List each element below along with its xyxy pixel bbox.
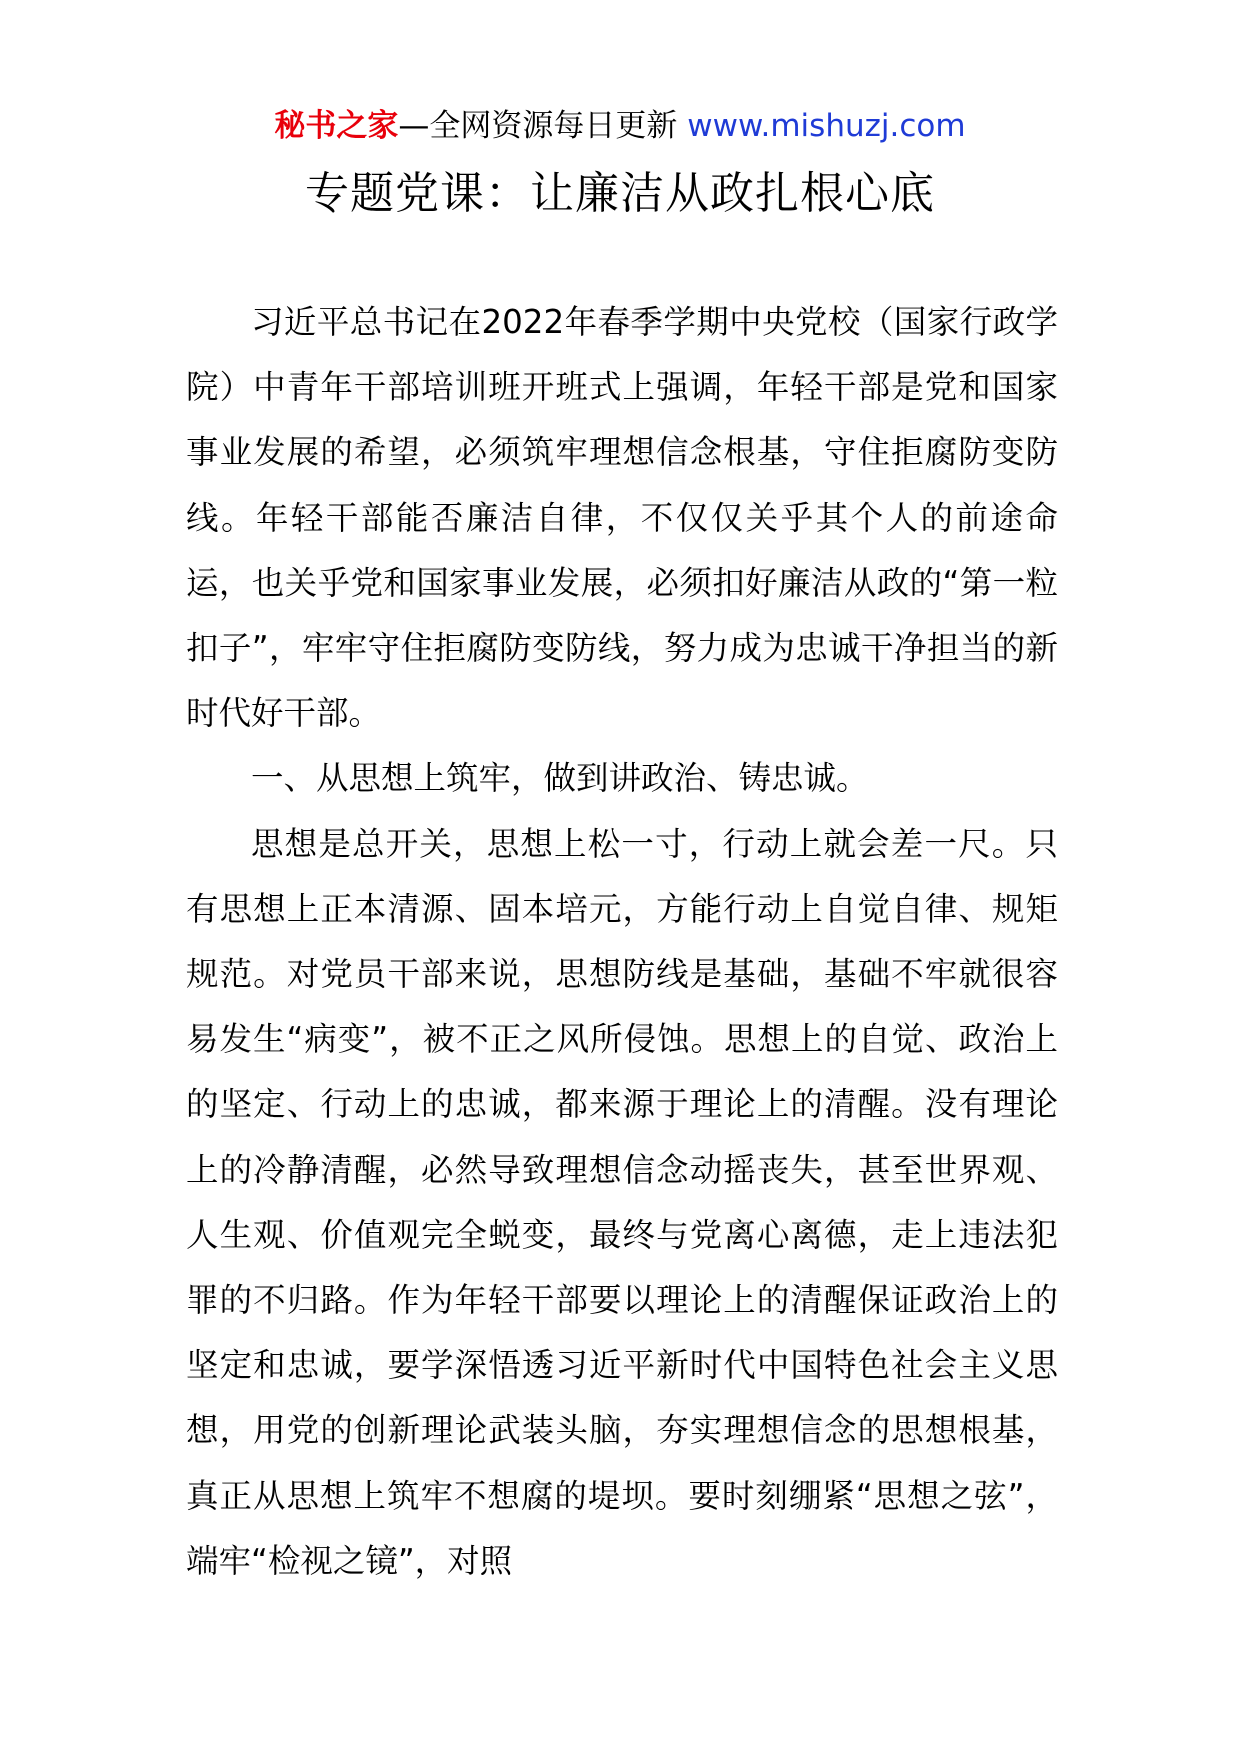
header-slogan: —全网资源每日更新 [398,108,688,144]
document-body [186,290,1058,1594]
site-header [0,106,1240,146]
document-title: 专题党课：让廉洁从政扎根心底 [305,168,935,219]
section-1-paragraph: 思想是总开关，思想上松一寸，行动上就会差一尺。只有思想上正本清源、固本培元，方能行动上自觉自律、规矩规范。对党员干部来说，思想防线是基础，基础不牢就很容易发生“病变”，被不正之风所侵蚀。思想上的自觉、政治上的坚定、行动上的忠诚，都来源于理论上的清醒。没有理论上的冷静清醒，必然导致理想信念动摇丧失，甚至世界观、人生观、价值观完全蜕变，最终与党离心离德，走上违法犯罪的不归路。作为年轻干部要以理论上的清醒保证政治上的坚定和忠诚，要学深悟透习近平新时代中国特色社会主义思想，用党的创新理论武装头脑，夯实理想信念的思想根基，真正从思想上筑牢不想腐的堤坝。要时刻绷紧“思想之弦”，端牢“检视之镜”，对照 [186,824,1058,1580]
brand-name: 秘书之家 [274,108,399,144]
website-link[interactable]: www.mishuzj.com [687,108,966,144]
intro-paragraph: 习近平总书记在2022年春季学期中央党校（国家行政学院）中青年干部培训班开班式上强调，年轻干部是党和国家事业发展的希望，必须筑牢理想信念根基，守住拒腐防变防线。年轻干部能否廉洁自律，不仅仅关乎其个人的前途命运，也关乎党和国家事业发展，必须扣好廉洁从政的“第一粒扣子”，牢牢守住拒腐防变防线，努力成为忠诚干净担当的新时代好干部。 [186,303,1058,733]
section-heading-1: 一、从思想上筑牢，做到讲政治、铸忠诚。 [251,759,869,798]
